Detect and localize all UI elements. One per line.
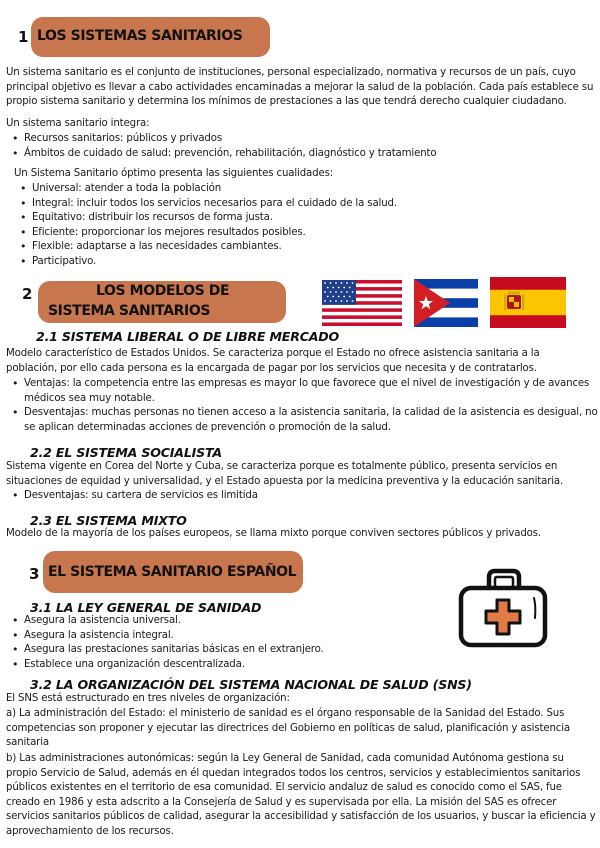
- section-3-title: EL SISTEMA SANITARIO ESPAÑOL: [48, 564, 297, 580]
- section-1-title: LOS SISTEMAS SANITARIOS: [37, 28, 243, 44]
- first-aid-kit-icon: [456, 566, 550, 650]
- spain-flag-icon: [490, 277, 566, 328]
- list-item: • Establece una organización descentralizada.: [6, 658, 426, 673]
- org-intro: El SNS está estructurado en tres niveles de organización:: [6, 693, 290, 704]
- list-item: • Equitativo: distribuir los recursos de forma justa.: [14, 211, 434, 226]
- section-1-number: 1: [18, 28, 29, 46]
- section-2-title-line2: SISTEMA SANITARIOS: [48, 303, 211, 319]
- section-2-title-pill: [38, 281, 286, 323]
- cuba-flag-icon: [414, 279, 478, 327]
- list-item: • Integral: incluir todos los servicios necesarios para el cuidado de la salud.: [14, 197, 434, 212]
- usa-flag-icon: [322, 280, 402, 326]
- liberal-text: Modelo característico de Estados Unidos. Se caracteriza porque el Estado no ofrece asistencia sanitaria a la población, por ello cada persona es la encargada de pagar por los servicios que necesita y de contratarlos.: [6, 348, 540, 374]
- mixto-text: Modelo de la mayoría de los países europeos, se llama mixto porque conviven sectores públicos y privados.: [6, 528, 541, 539]
- section-3-title-pill: [43, 551, 303, 593]
- optimo-label: Un Sistema Sanitario óptimo presenta las siguientes cualidades:: [14, 168, 334, 179]
- section-2-title-line1: LOS MODELOS DE: [96, 283, 230, 299]
- list-item: • Eficiente: proporcionar los mejores resultados posibles.: [14, 226, 434, 241]
- liberal-title: 2.1 SISTEMA LIBERAL O DE LIBRE MERCADO: [36, 329, 340, 344]
- integra-list: [6, 132, 586, 161]
- list-item: • Ventajas: la competencia entre las empresas es mayor lo que favorece que el nivel de investigación y de avances médicos sea muy notable.: [6, 377, 598, 406]
- liberal-list: [6, 377, 598, 435]
- list-item: • Flexible: adaptarse a las necesidades cambiantes.: [14, 240, 434, 255]
- ley-title: 3.1 LA LEY GENERAL DE SANIDAD: [30, 600, 262, 615]
- org-title: 3.2 LA ORGANIZACIÓN DEL SISTEMA NACIONAL DE SALUD (SNS): [30, 677, 472, 692]
- ley-list: [6, 614, 426, 672]
- list-item: • Desventajas: su cartera de servicios es limitida: [6, 489, 586, 504]
- org-admin-autonomicas: b) Las administraciones autonómicas: según la Ley General de Sanidad, cada comunidad Autónoma gestiona su propio Servicio de Salud, además en él quedan integrados todos los centros, servicios y establecimientos sanitarios públicos existentes en el territorio de esa comunidad. El servicio andaluz de salud es conocido como el SAS, fue creado en 1986 y esta adscrito a la Consejería de Salud y es supervisada por ella. La misión del SAS es ofrecer servicios sanitarios públicos de calidad, asegurar la accesibilidad y satisfacción de los usuarios, y buscar la eficiencia y aprovechamiento de los recursos.: [6, 753, 596, 837]
- optimo-list: [14, 182, 434, 270]
- socialista-text: Sistema vigente en Corea del Norte y Cuba, se caracteriza porque es totalmente público, presenta servicios en situaciones de equidad y universalidad, y el Estado apuesta por la medicina preventiva y la educación sanitaria.: [6, 461, 564, 487]
- org-admin-estado: a) La administración del Estado: el ministerio de sanidad es el órgano responsable de la Sanidad del Estado. Sus competencias son proponer y ejecutar las directrices del Gobierno en políticas de salud, planificación y asistencia sanitaria: [6, 708, 570, 749]
- list-item: • Ámbitos de cuidado de salud: prevención, rehabilitación, diagnóstico y tratamiento: [6, 147, 586, 162]
- integra-label: Un sistema sanitario integra:: [6, 118, 150, 129]
- list-item: • Participativo.: [14, 255, 434, 270]
- list-item: • Universal: atender a toda la población: [14, 182, 434, 197]
- list-item: • Recursos sanitarios: públicos y privados: [6, 132, 586, 147]
- section-2-number: 2: [22, 285, 33, 303]
- socialista-list: [6, 489, 586, 504]
- list-item: • Asegura las prestaciones sanitarias básicas en el extranjero.: [6, 643, 426, 658]
- list-item: • Asegura la asistencia integral.: [6, 629, 426, 644]
- list-item: • Desventajas: muchas personas no tienen acceso a la asistencia sanitaria, la calidad de la asistencia es desigual, no se aplican determinadas acciones de prevención o promoción de la salud.: [6, 406, 598, 435]
- socialista-title: 2.2 EL SISTEMA SOCIALISTA: [30, 445, 222, 460]
- section-1-title-pill: [31, 17, 270, 57]
- section-1-intro: Un sistema sanitario es el conjunto de instituciones, personal especializado, normativa y recursos de un país, cuyo principal objetivo es llevar a cabo actividades encaminadas a mejorar la salud de la población. Cada país establece su propio sistema sanitario y determina los mínimos de prestaciones a las que tendrá derecho cualquier ciudadano.: [6, 67, 594, 108]
- section-3-number: 3: [29, 565, 40, 583]
- list-item: • Asegura la asistencia universal.: [6, 614, 426, 629]
- mixto-title: 2.3 EL SISTEMA MIXTO: [30, 513, 187, 528]
